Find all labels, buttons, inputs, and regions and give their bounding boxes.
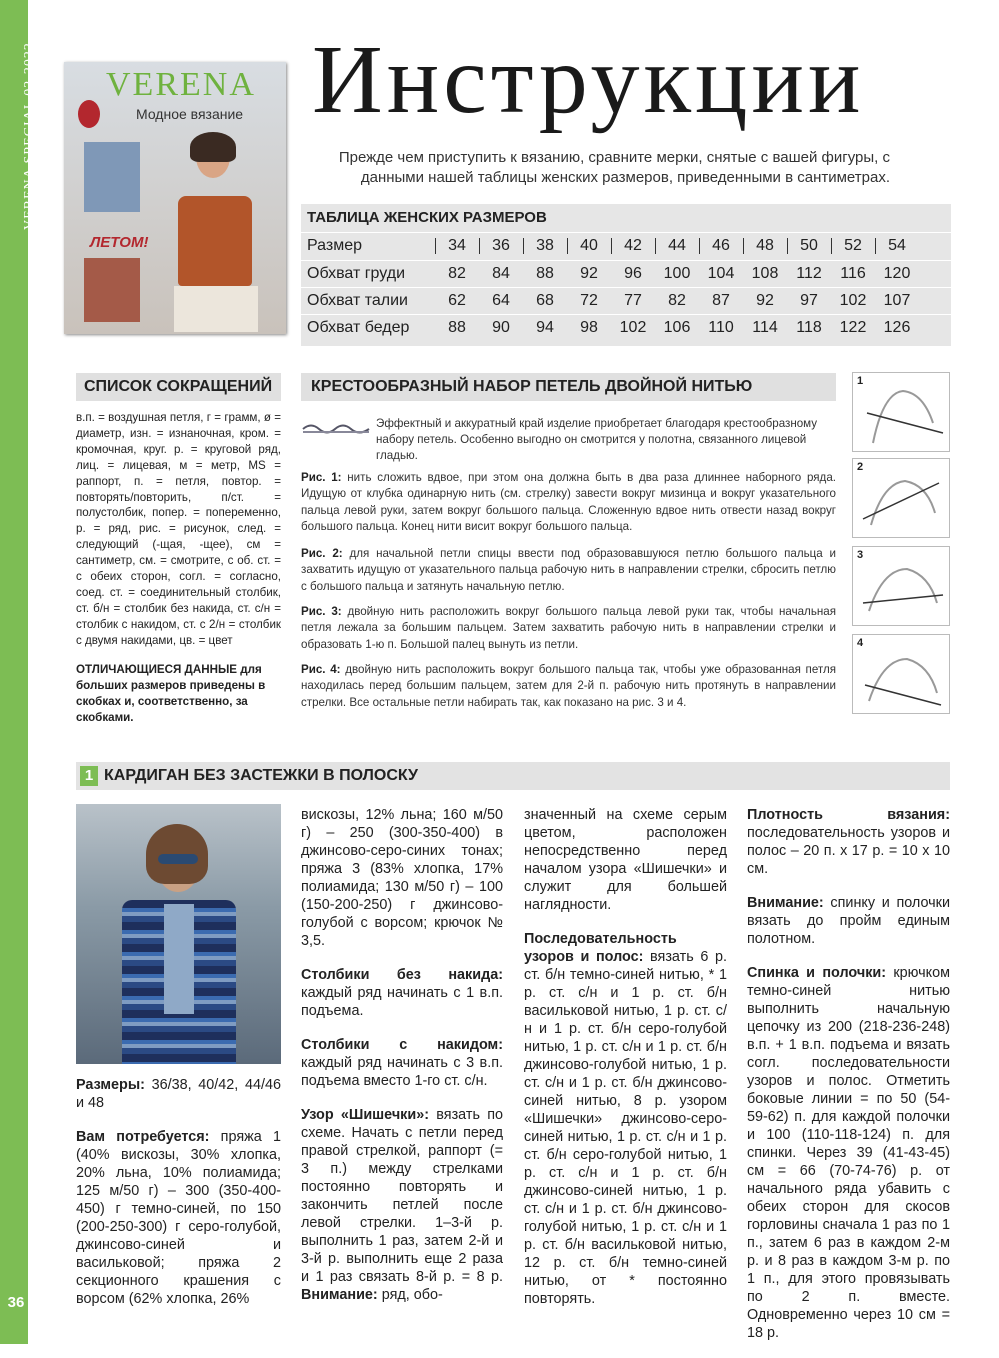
- size-cell: 68: [536, 292, 554, 309]
- size-row-label: Обхват груди: [307, 265, 406, 282]
- size-cell: 98: [580, 319, 598, 336]
- column-separator: [875, 238, 876, 254]
- magazine-issue-label: VERENA SPECIAL 02-2022: [22, 42, 37, 230]
- magazine-cover-image: [64, 62, 286, 334]
- size-cell: 82: [448, 265, 466, 282]
- cardigan-photo: [76, 804, 281, 1064]
- size-cell: 90: [492, 319, 510, 336]
- size-cell: 62: [448, 292, 466, 309]
- size-table-title: ТАБЛИЦА ЖЕНСКИХ РАЗМЕРОВ: [307, 209, 547, 226]
- size-table-row: [301, 314, 951, 342]
- size-cell: 72: [580, 292, 598, 309]
- section-title: КАРДИГАН БЕЗ ЗАСТЕЖКИ В ПОЛОСКУ: [104, 767, 418, 784]
- size-cell: 52: [844, 237, 862, 254]
- cover-thumbnail: [84, 258, 140, 322]
- size-row-label: Обхват талии: [307, 292, 408, 309]
- size-cell: 34: [448, 237, 466, 254]
- cast-on-header: [301, 373, 836, 401]
- page-title: Инструкции: [312, 26, 865, 134]
- size-row-label: Обхват бедер: [307, 319, 410, 336]
- size-cell: 87: [712, 292, 730, 309]
- page-number: 36: [7, 1294, 25, 1311]
- cast-on-figure-3: 3: [852, 546, 950, 626]
- text-column-1: Размеры: 36/38, 40/42, 44/46 и 48 Вам потребуется: пряжа 1 (40% вискозы, 30% хлопка, 20% льна, 10% полиамида; 125 м/50 г) – 300 (350-400-450) г темно-синей, по 150 (200-250-300) г серо-голубой, джинсово-синей и васильковой; пряжа 2 секционного крашения с ворсом (62% хлопка, 26%: [76, 1077, 281, 1307]
- size-cell: 116: [840, 265, 866, 282]
- column-separator: [787, 238, 788, 254]
- size-cell: 126: [883, 319, 911, 336]
- size-cell: 48: [756, 237, 774, 254]
- cast-on-step-3: Рис. 3: двойную нить расположить вокруг большого пальца левой руки так, чтобы начальная петля лежала за большим пальцем. Затем захватить рабочую нить в направлении стрелки и образовать 1-ю п. Большой палец вынуть из петли.: [301, 605, 836, 651]
- cast-on-step-4: Рис. 4: двойную нить расположить вокруг большого пальца так, чтобы уже образованная петля находилась перед большим пальцем, затем для 2-й п. рабочую нить протянуть в направлении стрелки. Все остальные петли набирать так, как показано на рис. 3 и 4.: [301, 663, 836, 709]
- cover-badge: [78, 100, 100, 128]
- size-cell: 36: [492, 237, 510, 254]
- size-cell: 102: [839, 292, 867, 309]
- size-table-row: [301, 260, 951, 288]
- size-cell: 88: [448, 319, 466, 336]
- size-cell: 50: [800, 237, 818, 254]
- size-cell: 114: [752, 319, 778, 336]
- column-separator: [699, 238, 700, 254]
- text-column-3: значенный на схеме серым цветом, расположен непосредственно перед началом узора «Шишечки» и служит для большей наглядности. Последовательность узоров и полос: вязать 6 р. ст. б/н темно-синей нитью, * 1 р. ст. с/н и 1 р. ст. б/н васильковой нитью, 1 р. ст. с/н и 1 р. ст. б/н серо-голубой нитью, 1 р. ст. с/н и 1 р. ст. б/н джинсово-голубой нитью, 1 р. ст. с/н и 1 р. ст. б/н джинсово-синей нитью, 8 р. узором «Шишечки» джинсово-серо-синей нитью, 1 р. ст. с/н и 1 р. ст. б/н серо-голубой нитью, 1 р. ст. с/н и 1 р. ст. б/н джинсово-синей нитью, 1 р. ст. с/н и 1 р. ст. б/н джинсово-голубой нитью, 1 р. ст. с/н и 1 р. ст. б/н васильковой нитью, 12 р. ст. б/н темно-синей нитью, от * постоянно повторять.: [524, 807, 727, 1307]
- size-row-label: Размер: [307, 237, 362, 254]
- size-cell: 38: [536, 237, 554, 254]
- size-cell: 110: [708, 319, 734, 336]
- section-number: 1: [80, 766, 98, 786]
- cast-on-figure-1: 1: [852, 372, 950, 452]
- size-cell: 96: [624, 265, 642, 282]
- cover-thumbnail: [84, 142, 140, 212]
- size-table-row: [301, 232, 951, 260]
- cover-model: [160, 132, 272, 332]
- size-cell: 77: [624, 292, 642, 309]
- abbreviations-title: СПИСОК СОКРАЩЕНИЙ: [84, 378, 273, 395]
- size-cell: 97: [800, 292, 818, 309]
- column-separator: [655, 238, 656, 254]
- size-cell: 88: [536, 265, 554, 282]
- size-cell: 46: [712, 237, 730, 254]
- column-separator: [743, 238, 744, 254]
- size-table: [301, 204, 951, 346]
- cast-on-intro: Эффектный и аккуратный край изделие приобретает благодаря крестообразному набору петель. Особенно выгодно он смотрится у полотна, связанного лицевой гладью.: [376, 417, 818, 462]
- size-cell: 94: [536, 319, 554, 336]
- hand-illustration: [853, 373, 949, 451]
- size-cell: 106: [663, 319, 691, 336]
- size-cell: 92: [580, 265, 598, 282]
- cast-on-step-2: Рис. 2: для начальной петли спицы ввести под образовавшуюся петлю большого пальца и захватить идущую от указательного пальца рабочую нить в направлении стрелки, сбросить петлю с большого пальца и затянуть начальную петлю.: [301, 547, 836, 593]
- cover-headline: ЛЕТОМ!: [90, 234, 149, 251]
- size-cell: 92: [756, 292, 774, 309]
- size-cell: 104: [707, 265, 735, 282]
- cast-on-title: КРЕСТООБРАЗНЫЙ НАБОР ПЕТЕЛЬ ДВОЙНОЙ НИТЬЮ: [311, 378, 753, 395]
- size-cell: 122: [839, 319, 867, 336]
- abbreviations-header: [76, 373, 281, 401]
- size-cell: 82: [668, 292, 686, 309]
- size-cell: 44: [668, 237, 686, 254]
- size-table-row: [301, 287, 951, 315]
- cast-on-step-1: Рис. 1: нить сложить вдвое, при этом она должна быть в два раза длиннее наборного ряда. Идущую от клубка одинарную нить (см. стрелку) завести вокруг мизинца и вокруг указательного пальца левой руки, затем вокруг большого пальца. Сложенную вдвое нить отвести назад вокруг большого пальца. Конец нити висит вокруг большого пальца.: [301, 471, 836, 534]
- size-cell: 64: [492, 292, 510, 309]
- size-cell: 118: [796, 319, 822, 336]
- hand-illustration: [853, 547, 949, 625]
- abbreviations-note: ОТЛИЧАЮЩИЕСЯ ДАННЫЕ для больших размеров приведены в скобках и, соответственно, за скобками.: [76, 663, 266, 724]
- text-column-4: Плотность вязания: последовательность узоров и полос – 20 п. х 17 р. = 10 х 10 см. Внимание: спинку и полочки вязать до пройм единым полотном. Спинка и полочки: крючком темно-синей нитью выполнить начальную цепочку из 200 (218-236-248) в.п. + 1 в.п. подъема и вязать согл. последовательности узоров и полос. Отметить боковые линии = по 50 (54-59-62) п. для каждой полочки и 100 (110-118-124) п. для спинки. Через 39 (41-43-45) см = 66 (70-74-76) р. от начального ряда убавить с обеих сторон для скосов горловины сначала 1 раз по 1 п., затем 6 раз в каждом 2-м р. и 8 раз в каждом 3-м р. по 1 п., для этого провязывать по 2 п. вместе. Одновременно через 10 см = 18 р.: [747, 807, 950, 1341]
- cover-subtitle: Модное вязание: [136, 106, 244, 122]
- size-cell: 112: [796, 265, 822, 282]
- size-cell: 100: [663, 265, 691, 282]
- column-separator: [611, 238, 612, 254]
- size-cell: 42: [624, 237, 642, 254]
- column-separator: [435, 238, 436, 254]
- column-separator: [831, 238, 832, 254]
- hand-illustration: [853, 635, 949, 713]
- size-cell: 40: [580, 237, 598, 254]
- hand-illustration: [853, 459, 949, 537]
- size-cell: 107: [883, 292, 911, 309]
- size-cell: 54: [888, 237, 906, 254]
- column-separator: [479, 238, 480, 254]
- intro-text: Прежде чем приступить к вязанию, сравните мерки, снятые с вашей фигуры, с данными нашей таблицы женских размеров, приведенными в сантиметрах.: [338, 149, 890, 186]
- text-column-2: вискозы, 12% льна; 160 м/50 г) – 250 (300-350-400) в джинсово-серо-синих тонах; пряжа 3 (83% хлопка, 17% полиамида; 130 м/50 г) – 100 (150-200-250) г джинсово-голубой с ворсом; крючок № 3,5. Столбики без накида: каждый ряд начинать с 1 в.п. подъема. Столбики с накидом: каждый ряд начинать с 3 в.п. подъема вместо 1-го ст. с/н. Узор «Шишечки»: вязать по схеме. Начать с петли перед правой стрелкой, раппорт (= 3 п.) между стрелками постоянно повторять и закончить петлей после левой стрелки. 1–3-й р. выполнить 1 раз, затем 2-й и 3-й р. выполнить еще 2 раза и 1 раз связать 8-й р. = 8 р. Внимание: ряд, обо-: [301, 807, 503, 1303]
- size-cell: 84: [492, 265, 510, 282]
- size-cell: 102: [619, 319, 647, 336]
- size-cell: 120: [883, 265, 911, 282]
- abbreviations-list: в.п. = воздушная петля, г = грамм, ø = диаметр, изн. = изнаночная, кром. = кромочная, круг. р. = круговой ряд, лиц. = лицевая, м = метр, MS = раппорт, п. = петля, повтор. = повторять/повторить, п/ст. = полустолбик, попер. = попеременно, р. = ряд, рис. = рисунок, след. = следующий (-щая, -щее), см = сантиметр, см. = смотрите, с об. ст. = с обеих сторон, согл. = согласно, соед. ст. = соединительный столбик, ст. б/н = столбик без накида, ст. с/н = столбик с накидом, ст. с 2/н = столбик с двумя накидами, цв. = цвет: [76, 411, 281, 647]
- column-separator: [523, 238, 524, 254]
- cast-on-edge-icon: [301, 420, 371, 438]
- cast-on-figure-4: 4: [852, 634, 950, 714]
- size-cell: 108: [751, 265, 779, 282]
- cover-brand: VERENA: [106, 66, 256, 103]
- section-header: [76, 762, 950, 790]
- cast-on-figure-2: 2: [852, 458, 950, 538]
- column-separator: [567, 238, 568, 254]
